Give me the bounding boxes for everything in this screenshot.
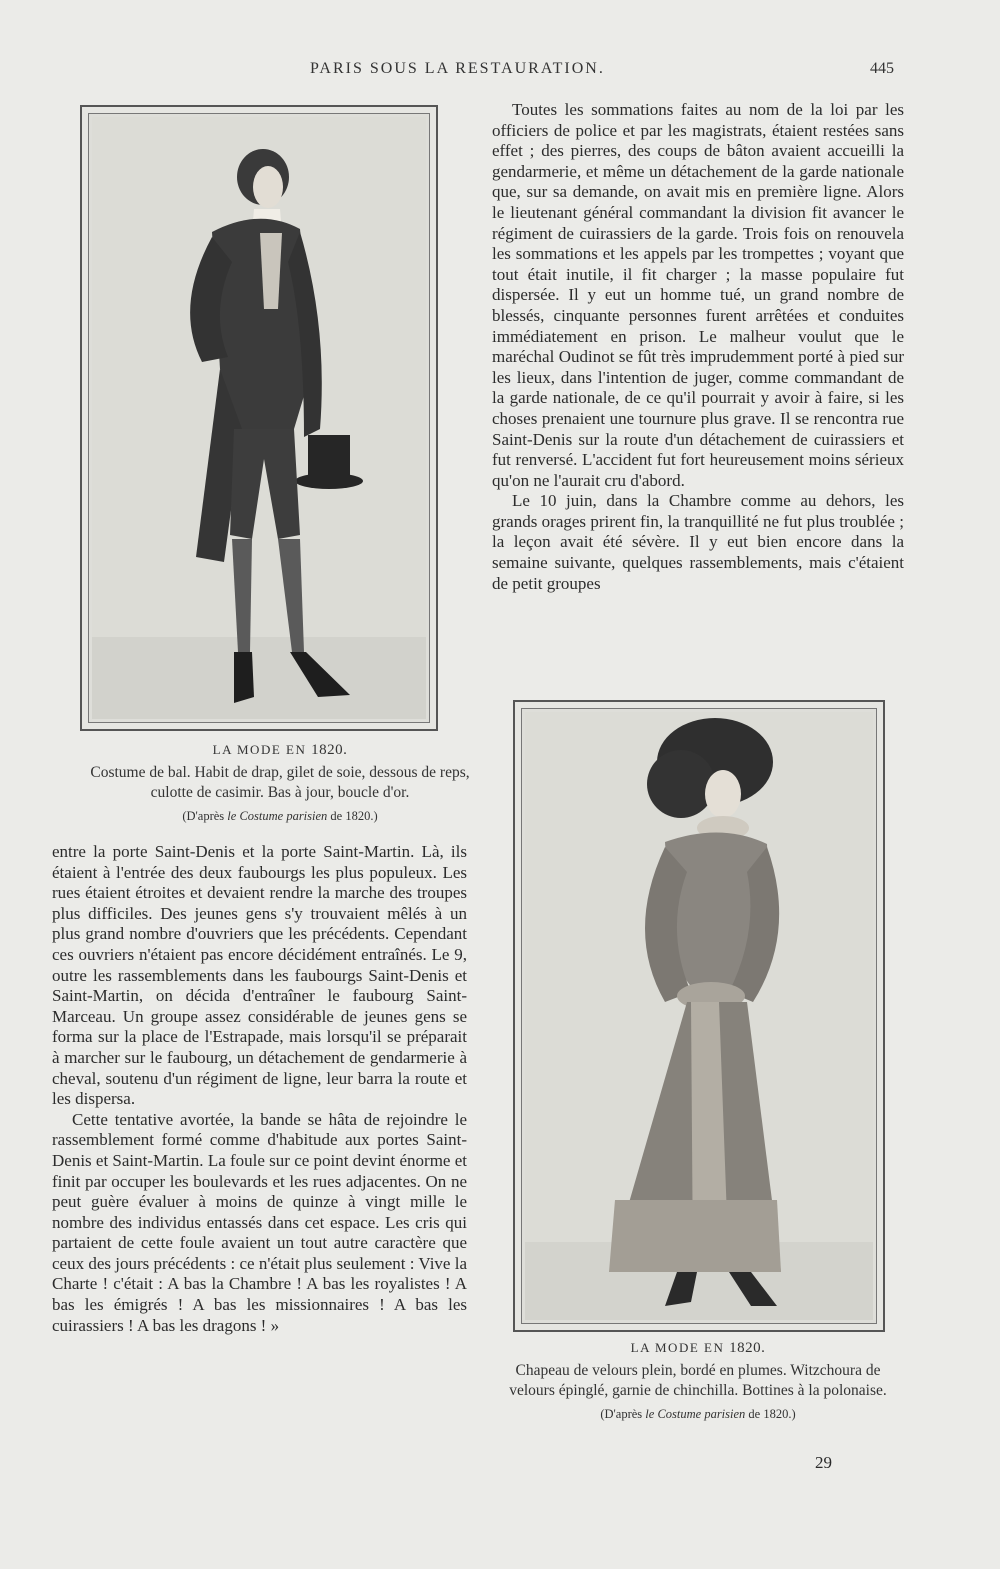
source-work: le Costume parisien [645,1407,746,1421]
page-number: 445 [870,60,894,77]
caption-description: Chapeau de velours plein, bordé en plumes. Witzchoura de velours épinglé, garnie de chinchilla. Bottines à la polonaise. [509,1362,887,1399]
source-prefix: (D'après [600,1407,643,1421]
text-column-right [492,100,904,594]
source-suffix: de 1820.) [748,1407,796,1421]
caption-year: 1820. [311,742,348,758]
fashion-plate-woman [513,700,885,1332]
fashion-plate-man [80,105,438,731]
paragraph: Le 10 juin, dans la Chambre comme au dehors, les grands orages prirent fin, la tranquillité ne fut plus troublée ; la leçon avait été sévère. Il y eut bien encore dans la semaine suivante, quelques rassemblements, mais c'étaient de petit groupes [492,491,904,593]
caption-title-text: LA MODE EN [630,1340,725,1355]
plate-caption-right [493,1340,903,1422]
woman-engraving-illustration [515,702,883,1330]
paragraph: Toutes les sommations faites au nom de la loi par les officiers de police et par les magistrats, étaient restées sans effet ; des pierres, des coups de bâton avaient accueilli la gendarmerie, et même un détachement de la garde nationale que, sur sa demande, on avait mis en première ligne. Alors le lieutenant général commandant la division fit avancer le régiment de cuirassiers de la garde. Trois fois on renouvela les sommations et les appels par les trompettes ; voyant que tout était inutile, il fit charger ; la masse populaire fut dispersée. Il y eut un homme tué, un grand nombre de blessés, cinquante personnes furent arrêtées et conduites immédiatement en prison. Le malheur voulut que le maréchal Oudinot se fût très imprudemment porté à pied sur les lieux, dans l'intention de juger, comme commandant de la garde nationale, de ce qu'il pourrait y avoir à faire, si les choses prenaient une tournure plus grave. Il se rencontra rue Saint-Denis sur la route d'un détachement de cuirassiers et fut renversé. L'accident fut fort heureusement moins sérieux qu'on ne l'aurait cru d'abord. [492,100,904,490]
caption-source [493,1407,903,1422]
source-work: le Costume parisien [227,809,328,823]
caption-title [493,1340,903,1357]
signature-mark: 29 [815,1453,832,1472]
caption-source [80,809,480,824]
source-suffix: de 1820.) [330,809,378,823]
plate-caption-left [80,742,480,824]
caption-description: Costume de bal. Habit de drap, gilet de soie, dessous de reps, culotte de casimir. Bas à jour, boucle d'or. [90,764,470,801]
text-column-left [52,842,467,1336]
running-title: PARIS SOUS LA RESTAURATION. [310,60,605,77]
source-prefix: (D'après [182,809,225,823]
caption-title [80,742,480,759]
man-engraving-illustration [82,107,436,729]
paragraph: entre la porte Saint-Denis et la porte Saint-Martin. Là, ils étaient à l'entrée des deux faubourgs les plus populeux. Les rues étaient étroites et devaient rendre la marche des troupes plus difficiles. Des jeunes gens s'y trouvaient mêlés à un plus grand nombre d'ouvriers que les précédents. Cependant ces ouvriers n'étaient pas encore décidément entraînés. Le 9, outre les rassemblements dans les faubourgs Saint-Denis et Saint-Martin, on décida d'entraîner le faubourg Saint-Marceau. Un groupe assez considérable de jeunes gens se forma sur la place de l'Estrapade, mais lorsqu'il se préparait à marcher sur le faubourg, un détachement de gendarmerie à cheval, soutenu d'un régiment de ligne, leur barra la route et les dispersa. [52,842,467,1109]
caption-year: 1820. [729,1340,766,1356]
caption-title-text: LA MODE EN [212,742,307,757]
paragraph: Cette tentative avortée, la bande se hâta de rejoindre le rassemblement formé comme d'habitude aux portes Saint-Denis et Saint-Martin. La foule sur ce point devint énorme et finit par occuper les boulevards et les rues adjacentes. On ne peut guère évaluer à moins de quinze à vingt mille le nombre des individus entassés dans cet espace. Les cris qui partaient de cette foule avaient un tout autre caractère que ceux des jours précédents : ce n'était plus seulement : Vive la Charte ! c'était : A bas la Chambre ! A bas les royalistes ! A bas les émigrés ! A bas les missionnaires ! A bas les cuirassiers ! A bas les dragons ! » [52,1109,467,1335]
